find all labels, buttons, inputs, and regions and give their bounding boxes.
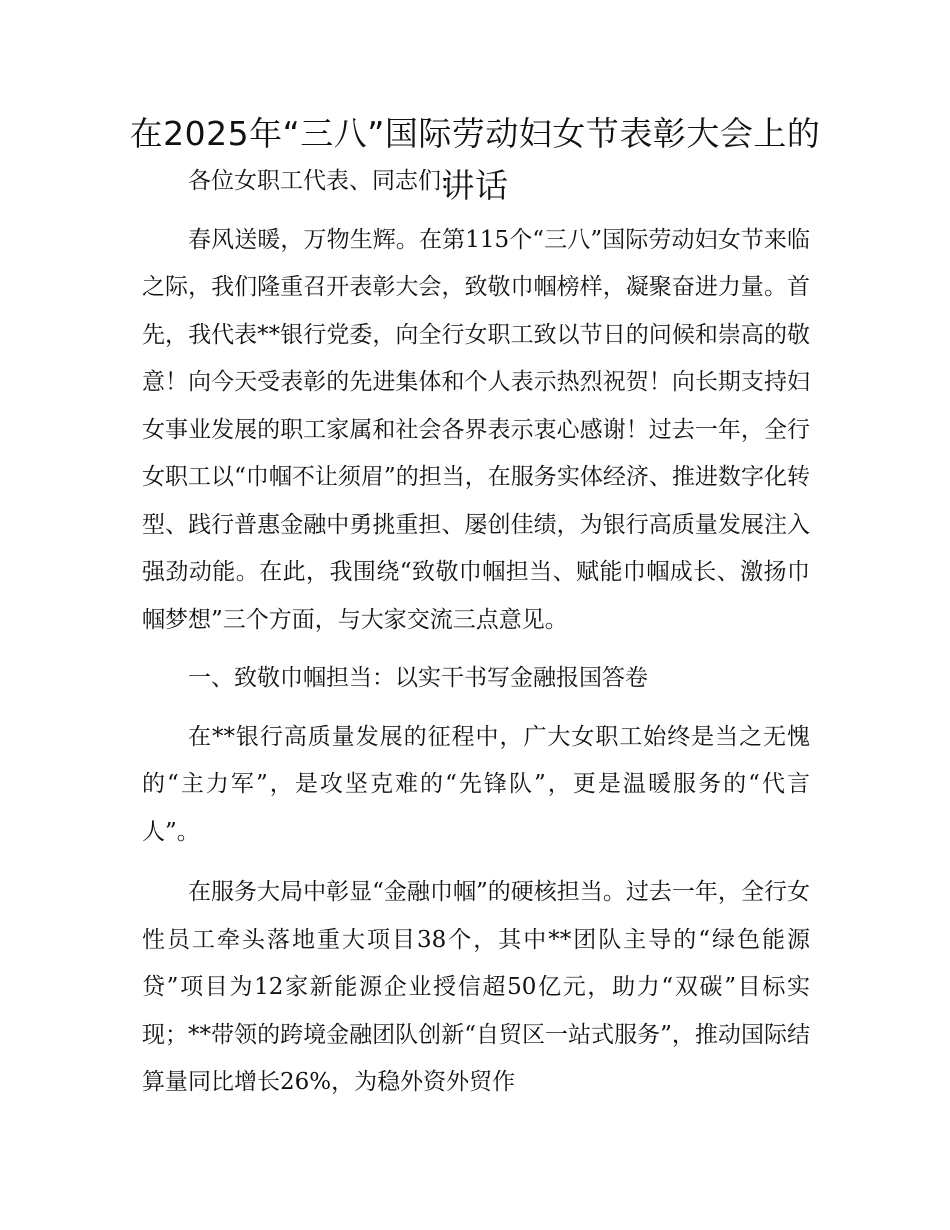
paragraph-section-1-detail: 在服务大局中彰显“金融巾帼”的硬核担当。过去一年，全行女性员工牵头落地重大项目38个，其中**团队主导的“绿色能源贷”项目为12家新能源企业授信超50亿元，助力“双碳”目标实现；**带领的跨境金融团队创新“自贸区一站式服务”，推动国际结算量同比增长26%，为稳外资外贸作 — [142, 879, 810, 1095]
paragraph-section-1-lead: 在**银行高质量发展的征程中，广大女职工始终是当之无愧的“主力军”，是攻坚克难的“先锋队”，更是温暖服务的“代言人”。 — [142, 723, 810, 845]
section-heading-1: 一、致敬巾帼担当：以实干书写金融报国答卷 — [188, 665, 648, 691]
document-body — [142, 158, 810, 1107]
salutation: 各位女职工代表、同志们: — [188, 168, 449, 194]
paragraph-intro: 春风送暖，万物生辉。在第115个“三八”国际劳动妇女节来临之际，我们隆重召开表彰大会，致敬巾帼榜样，凝聚奋进力量。首先，我代表**银行党委，向全行女职工致以节日的问候和崇高的敬意！向今天受表彰的先进集体和个人表示热烈祝贺！向长期支持妇女事业发展的职工家属和社会各界表示衷心感谢！过去一年，全行女职工以“巾帼不让须眉”的担当，在服务实体经济、推进数字化转型、践行普惠金融中勇挑重担、屡创佳绩，为银行高质量发展注入强劲动能。在此，我围绕“致敬巾帼担当、赋能巾帼成长、激扬巾帼梦想”三个方面，与大家交流三点意见。 — [142, 226, 810, 633]
document-title: 在2025年“三八”国际劳动妇女节表彰大会上的讲话 — [129, 114, 821, 205]
